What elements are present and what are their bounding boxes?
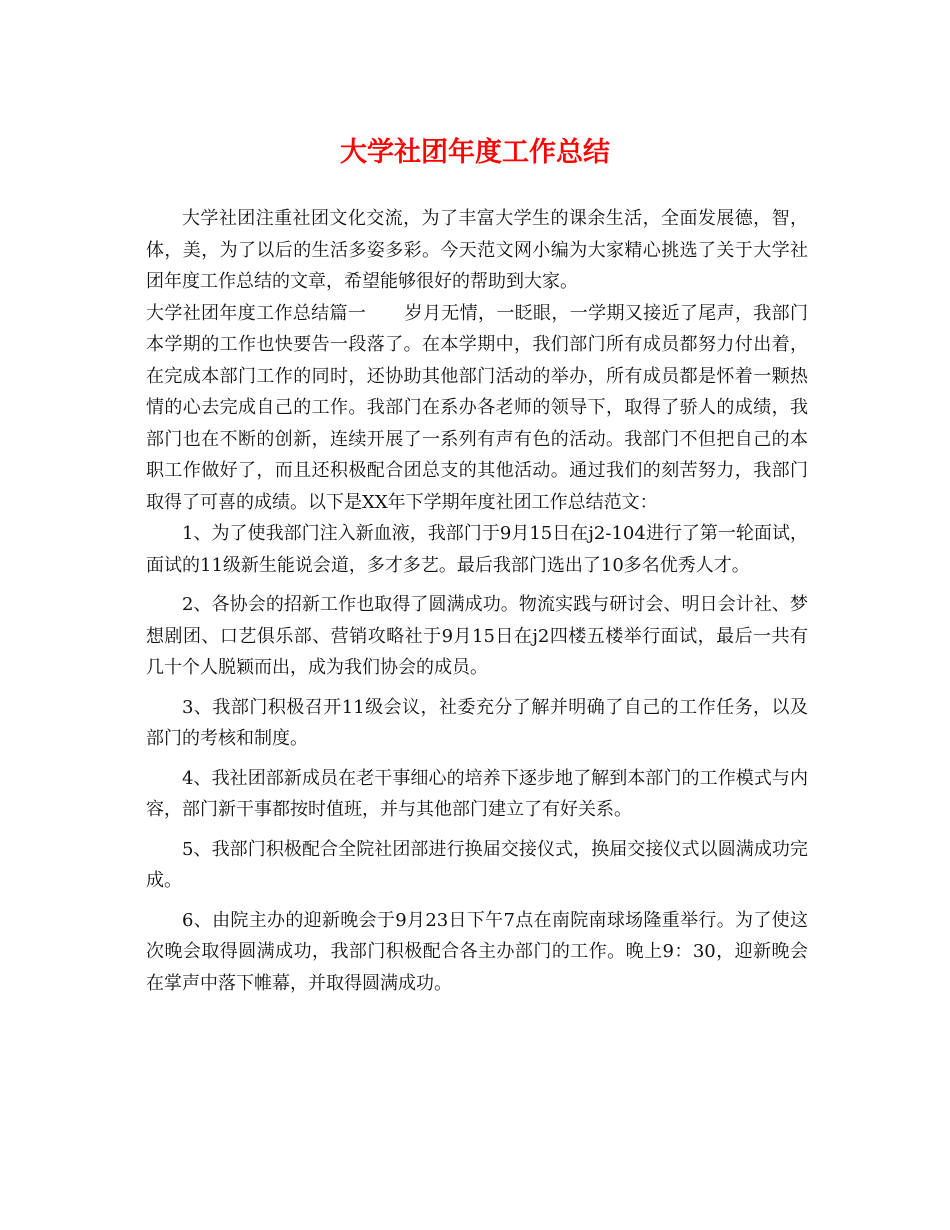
list-item: 5、我部门积极配合全院社团部进行换届交接仪式，换届交接仪式以圆满成功完成。 <box>146 838 808 891</box>
document-title: 大学社团年度工作总结 <box>340 137 610 168</box>
document-body <box>146 203 808 999</box>
intro-paragraph: 大学社团注重社团文化交流，为了丰富大学生的课余生活，全面发展德，智，体，美，为了以后的生活多姿多彩。今天范文网小编为大家精心挑选了关于大学社团年度工作总结的文章，希望能够很好的帮助到大家。 <box>146 208 808 292</box>
list-item: 4、我社团部新成员在老干事细心的培养下逐步地了解到本部门的工作模式与内容，部门新干事都按时值班，并与其他部门建立了有好关系。 <box>146 767 808 820</box>
list-item: 1、为了使我部门注入新血液，我部门于9月15日在j2-104进行了第一轮面试，面试的11级新生能说会道，多才多艺。最后我部门选出了10多名优秀人才。 <box>146 523 808 576</box>
list-item: 6、由院主办的迎新晚会于9月23日下午7点在南院南球场隆重举行。为了使这次晚会取得圆满成功，我部门积极配合各主办部门的工作。晚上9：30，迎新晚会在掌声中落下帷幕，并取得圆满成功。 <box>146 909 808 994</box>
list-item: 2、各协会的招新工作也取得了圆满成功。物流实践与研讨会、明日会计社、梦想剧团、口艺俱乐部、营销攻略社于9月15日在j2四楼五楼举行面试，最后一共有几十个人脱颖而出，成为我们协会的成员。 <box>146 594 808 678</box>
section-paragraph <box>146 298 808 519</box>
list-item: 3、我部门积极召开11级会议，社委充分了解并明确了自己的工作任务，以及部门的考核和制度。 <box>146 696 808 749</box>
section-label: 大学社团年度工作总结篇一 <box>146 302 367 324</box>
section-text: 岁月无情，一眨眼，一学期又接近了尾声，我部门本学期的工作也快要告一段落了。在本学期中，我们部门所有成员都努力付出着，在完成本部门工作的同时，还协助其他部门活动的举办，所有成员都是怀着一颗热情的心去完成自己的工作。我部门在系办各老师的领导下，取得了骄人的成绩，我部门也在不断的创新，连续开展了一系列有声有色的活动。我部门不但把自己的本职工作做好了，而且还积极配合团总支的其他活动。通过我们的刻苦努力，我部门取得了可喜的成绩。以下是XX年下学期年度社团工作总结范文： <box>146 302 808 513</box>
